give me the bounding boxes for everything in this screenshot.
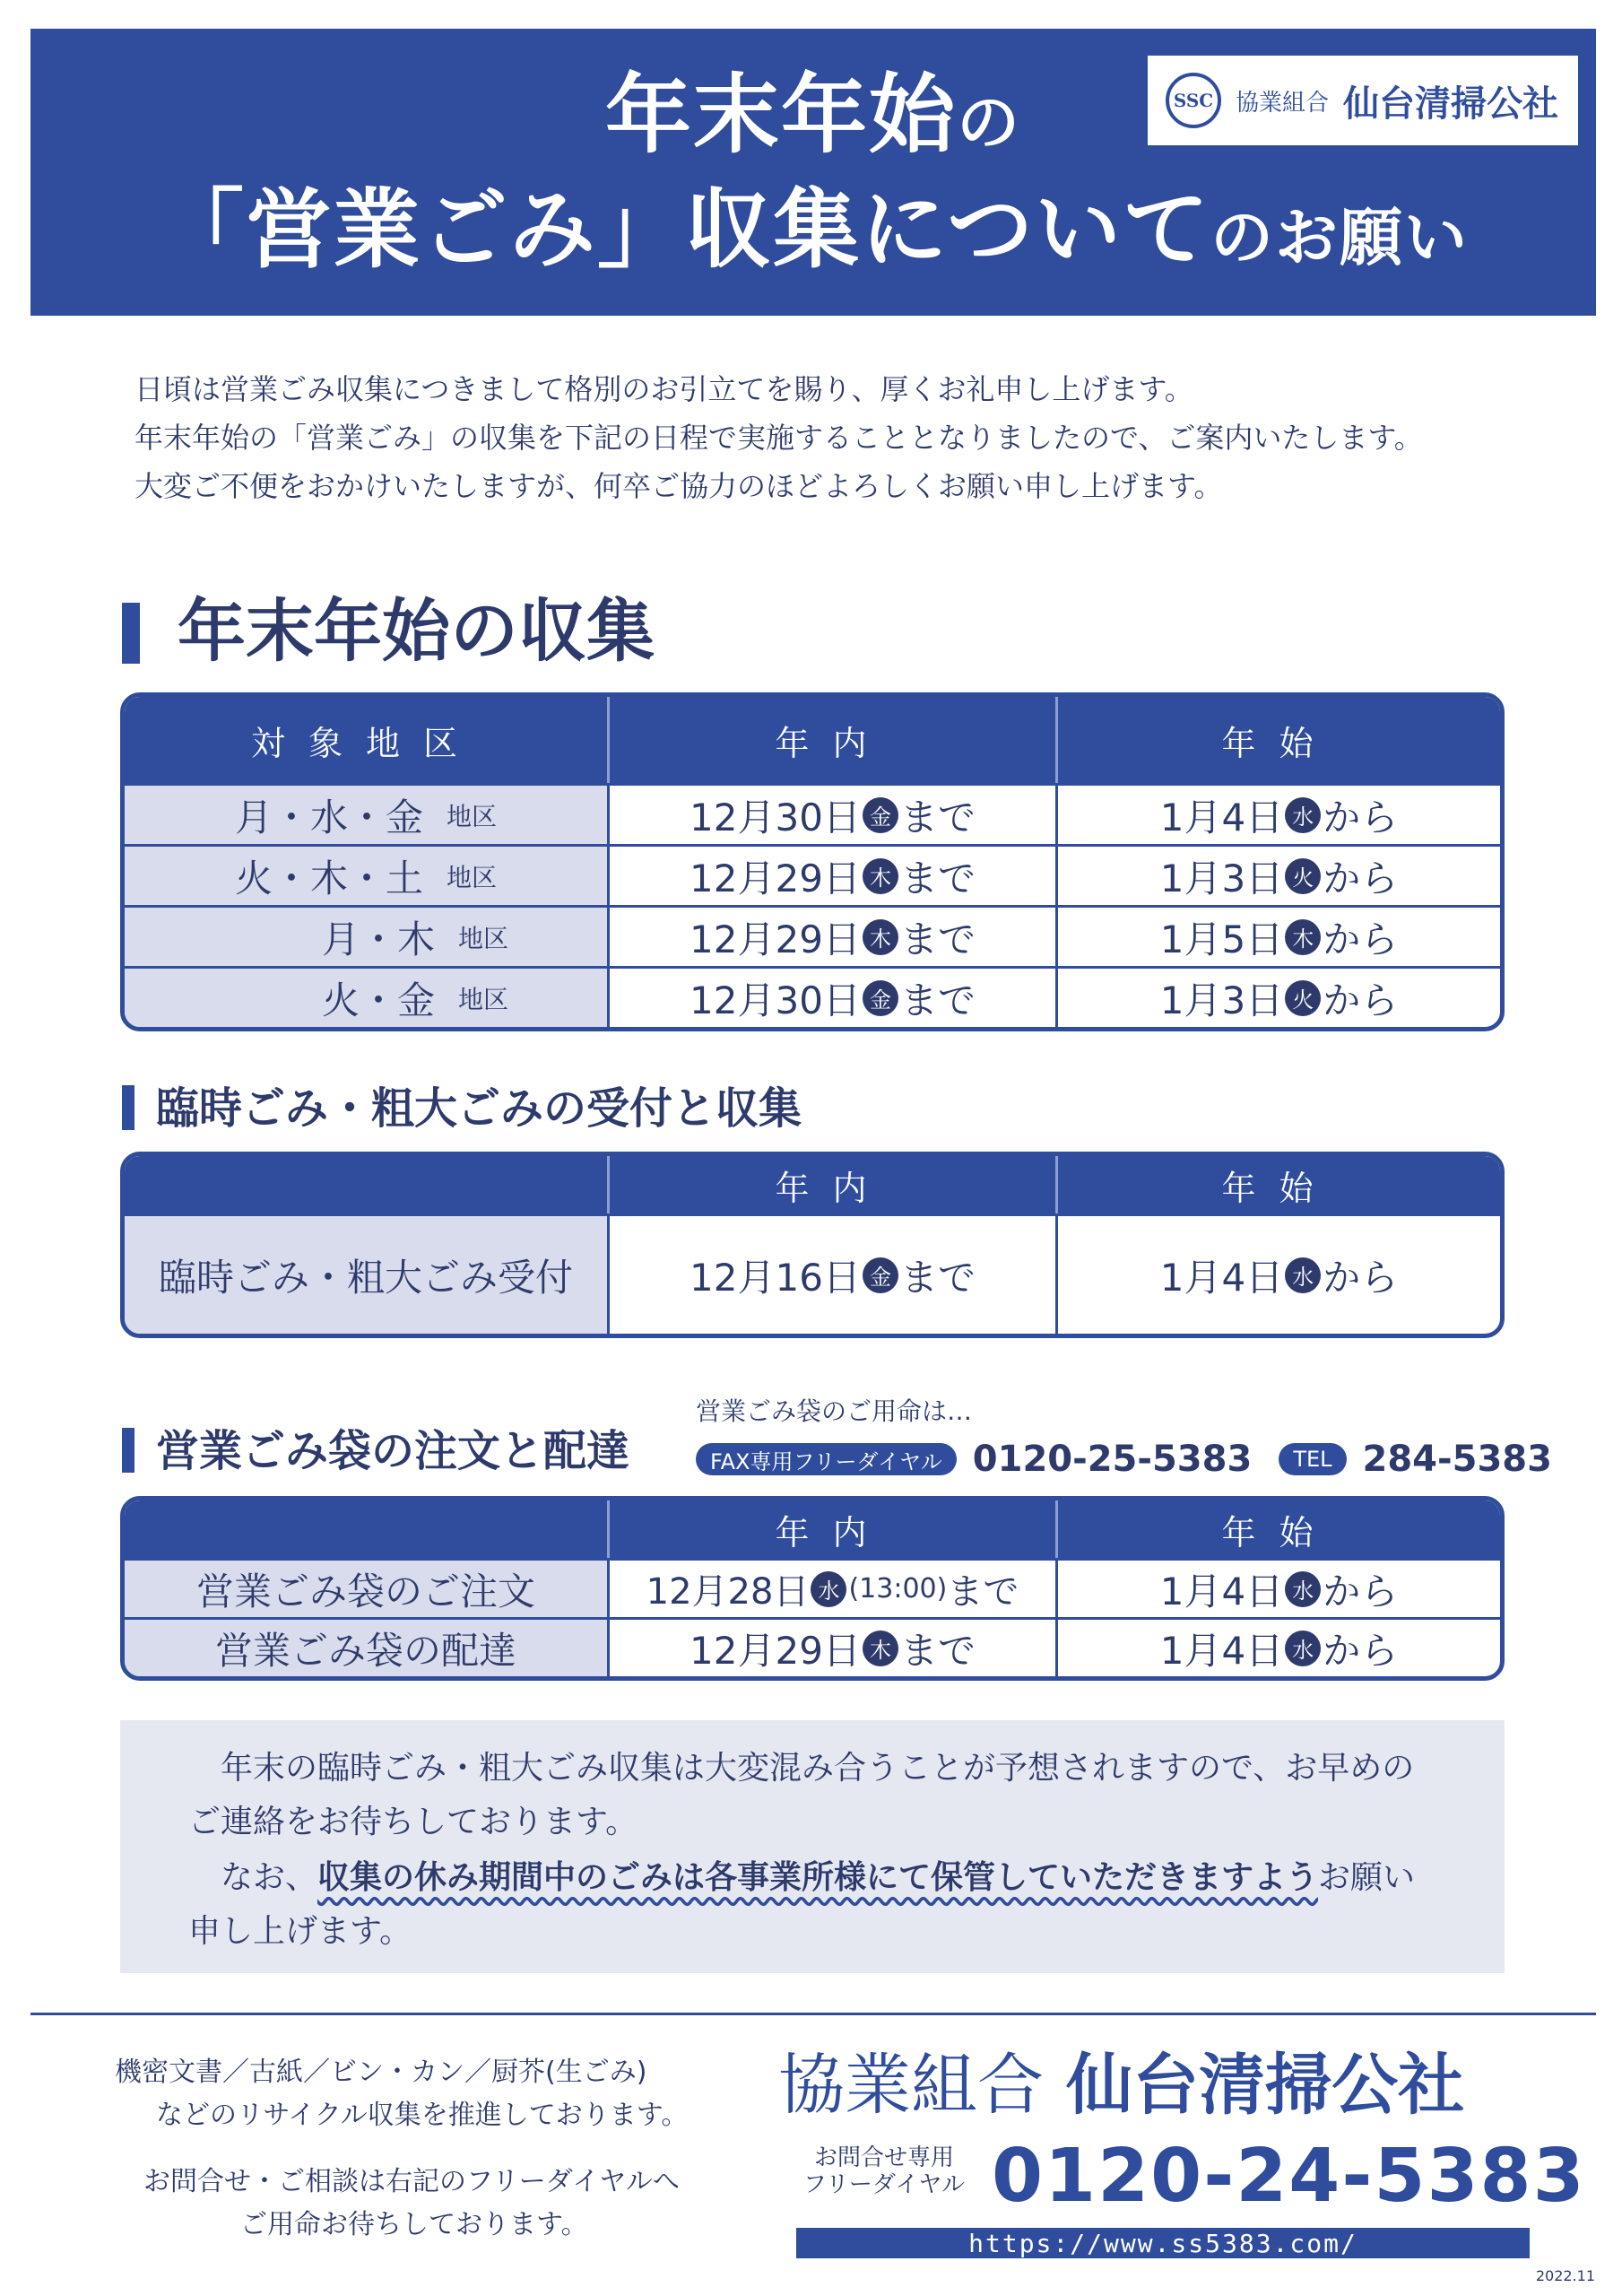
new-year-date: 1月3日 火 から xyxy=(1055,969,1500,1027)
footer-text-3: お問合せ・ご相談は右記のフリーダイヤルへ xyxy=(143,2166,680,2197)
temporary-table xyxy=(120,1152,1505,1338)
intro-line-1: 日頃は営業ごみ収集につきまして格別のお引立てを賜り、厚くお礼申し上げます。 xyxy=(134,372,1193,406)
new-year-date: 1月4日 水 から xyxy=(1055,786,1500,844)
new-year-date: 1月3日 火 から xyxy=(1055,847,1500,905)
header-new-year: 年始 xyxy=(1055,1500,1500,1558)
table-row xyxy=(125,783,1500,844)
title-line-2: 「営業ごみ」収集についてのお願い xyxy=(157,179,1470,280)
notice-emphasis: 収集の休み期間中のごみは各事業所様にて保管していただきますよう xyxy=(317,1859,1319,1896)
notice-line-1: 年末の臨時ごみ・粗大ごみ収集は大変混み合うことが予想されますので、お早めの xyxy=(221,1750,1415,1787)
notice-line-4: 申し上げます。 xyxy=(188,1913,412,1950)
intro-line-3: 大変ご不便をおかけいたしますが、何卒ご協力のほどよろしくお願い申し上げます。 xyxy=(134,469,1223,503)
area-label: 月・木 地区 xyxy=(125,908,607,966)
year-end-date: 12月29日 木 まで xyxy=(607,1620,1055,1676)
table-header-row xyxy=(125,1156,1500,1213)
logo-mark-icon: SSC xyxy=(1166,73,1221,128)
section-marker xyxy=(122,1085,134,1130)
header-new-year: 年始 xyxy=(1055,697,1500,783)
order-contacts xyxy=(696,1439,1552,1480)
bags-table xyxy=(120,1496,1505,1681)
table-row xyxy=(125,1558,1500,1617)
header-year-end: 年内 xyxy=(607,1500,1055,1558)
tel-label: TEL xyxy=(1279,1443,1346,1475)
intro-line-2: 年末年始の「営業ごみ」の収集を下記の日程で実施することとなりましたので、ご案内いたします。 xyxy=(134,421,1423,455)
table-row xyxy=(125,1213,1500,1334)
notice-box xyxy=(120,1720,1505,1973)
fax-number: 0120-25-5383 xyxy=(972,1439,1253,1480)
footer-text-1: 機密文書／古紙／ビン・カン／厨芥(生ごみ) xyxy=(115,2057,647,2088)
section-marker xyxy=(122,1428,134,1473)
year-end-date: 12月28日 水 (13:00) まで xyxy=(607,1561,1055,1617)
table-header-row xyxy=(125,697,1500,783)
year-end-date: 12月29日 木 まで xyxy=(607,847,1055,905)
footer-divider xyxy=(30,2013,1596,2015)
section-title-bags: 営業ごみ袋の注文と配達 xyxy=(156,1426,630,1476)
new-year-date: 1月4日 水 から xyxy=(1055,1620,1500,1676)
header-area: 対象地区 xyxy=(250,723,481,763)
org-large-name: 仙台清掃公社 xyxy=(1343,83,1559,125)
footer-phone-label: お問合せ専用 フリーダイヤル xyxy=(802,2144,966,2198)
header-blank xyxy=(125,1156,607,1213)
table-row xyxy=(125,1617,1500,1676)
year-end-date: 12月30日 金 まで xyxy=(607,786,1055,844)
footer-url[interactable]: https://www.ss5383.com/ xyxy=(796,2228,1530,2258)
org-small-name: 協業組合 xyxy=(1236,89,1330,117)
header-blank xyxy=(125,1500,607,1558)
year-end-date: 12月16日 金 まで xyxy=(607,1216,1055,1334)
header-new-year: 年始 xyxy=(1055,1156,1500,1213)
collection-table xyxy=(120,692,1505,1031)
new-year-date: 1月4日 水 から xyxy=(1055,1216,1500,1334)
fax-label: FAX専用フリーダイヤル xyxy=(696,1443,957,1475)
footer-text-2: などのリサイクル収集を推進しております。 xyxy=(156,2100,689,2131)
area-label: 火・木・土 地区 xyxy=(125,847,607,905)
header-banner xyxy=(30,29,1596,316)
row-label: 臨時ごみ・粗大ごみ受付 xyxy=(125,1216,607,1334)
footer-org-large: 仙台清掃公社 xyxy=(1066,2047,1465,2124)
new-year-date: 1月5日 木 から xyxy=(1055,908,1500,966)
row-label: 営業ごみ袋の配達 xyxy=(125,1620,607,1676)
section-title-collection: 年末年始の収集 xyxy=(178,591,655,671)
table-row xyxy=(125,905,1500,966)
area-label: 火・金 地区 xyxy=(125,969,607,1027)
issue-date: 2022.11 xyxy=(1535,2267,1595,2284)
row-label: 営業ごみ袋のご注文 xyxy=(125,1561,607,1617)
header-year-end: 年内 xyxy=(607,1156,1055,1213)
table-row xyxy=(125,844,1500,905)
table-row xyxy=(125,966,1500,1027)
notice-line-2: ご連絡をお待ちしております。 xyxy=(188,1804,638,1840)
header-year-end: 年内 xyxy=(607,697,1055,783)
footer-phone: 0120-24-5383 xyxy=(992,2134,1586,2219)
year-end-date: 12月29日 木 まで xyxy=(607,908,1055,966)
footer-org-small: 協業組合 xyxy=(778,2047,1044,2124)
org-logo xyxy=(1148,56,1578,145)
section-title-temporary: 臨時ごみ・粗大ごみの受付と収集 xyxy=(156,1083,802,1134)
section-marker xyxy=(122,603,140,664)
order-note: 営業ごみ袋のご用命は… xyxy=(696,1396,973,1426)
footer-text-4: ご用命お待ちしております。 xyxy=(240,2209,588,2240)
new-year-date: 1月4日 水 から xyxy=(1055,1561,1500,1617)
area-label: 月・水・金 地区 xyxy=(125,786,607,844)
tel-number: 284-5383 xyxy=(1362,1439,1552,1480)
title-line-1: 年末年始の xyxy=(605,65,1021,165)
table-header-row xyxy=(125,1500,1500,1558)
year-end-date: 12月30日 金 まで xyxy=(607,969,1055,1027)
footer-org xyxy=(778,2047,1465,2124)
notice-line-3: なお、収集の休み期間中のごみは各事業所様にて保管していただきますようお願い xyxy=(221,1859,1416,1896)
